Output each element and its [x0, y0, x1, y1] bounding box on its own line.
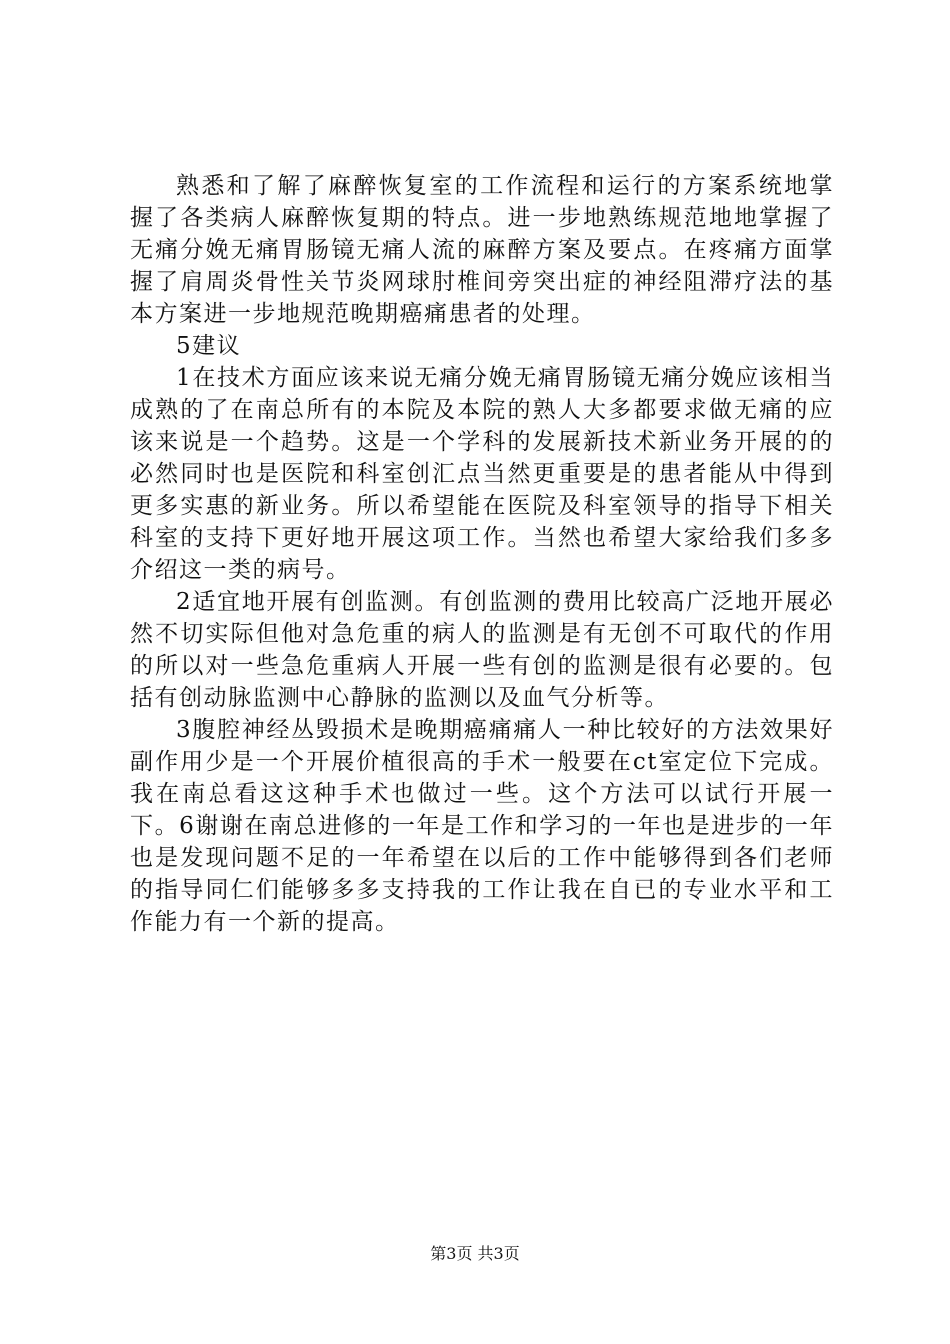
page-number-footer: 第3页 共3页	[430, 1244, 520, 1263]
paragraph-suggestion-2: 2适宜地开展有创监测。有创监测的费用比较高广泛地开展必然不切实际但他对急危重的病人的监测是有无创不可取代的作用的所以对一些急危重病人开展一些有创的监测是很有必要的。包括有创动脉监测中心静脉的监测以及血气分析等。	[130, 589, 834, 711]
paragraph-suggestion-3: 3腹腔神经丛毁损术是晚期癌痛痛人一种比较好的方法效果好副作用少是一个开展价植很高的手术一般要在ct室定位下完成。我在南总看这这种手术也做过一些。这个方法可以试行开展一下。6谢谢在南总进修的一年是工作和学习的一年也是进步的一年也是发现问题不足的一年希望在以后的工作中能够得到各们老师的指导同仁们能够多多支持我的工作让我在自已的专业水平和工作能力有一个新的提高。	[130, 717, 834, 935]
section-heading-suggestions: 5建议	[176, 333, 242, 359]
paragraph-suggestion-1: 1在技术方面应该来说无痛分娩无痛胃肠镜无痛分娩应该相当成熟的了在南总所有的本院及本院的熟人大多都要求做无痛的应该来说是一个趋势。这是一个学科的发展新技术新业务开展的的必然同时也是医院和科室创汇点当然更重要是的患者能从中得到更多实惠的新业务。所以希望能在医院及科室领导的指导下相关科室的支持下更好地开展这项工作。当然也希望大家给我们多多介绍这一类的病号。	[130, 365, 834, 583]
paragraph-intro: 熟悉和了解了麻醉恢复室的工作流程和运行的方案系统地掌握了各类病人麻醉恢复期的特点。进一步地熟练规范地地掌握了无痛分娩无痛胃肠镜无痛人流的麻醉方案及要点。在疼痛方面掌握了肩周炎骨性关节炎网球肘椎间旁突出症的神经阻滞疗法的基本方案进一步地规范晚期癌痛患者的处理。	[130, 173, 834, 327]
document-body	[130, 170, 834, 938]
